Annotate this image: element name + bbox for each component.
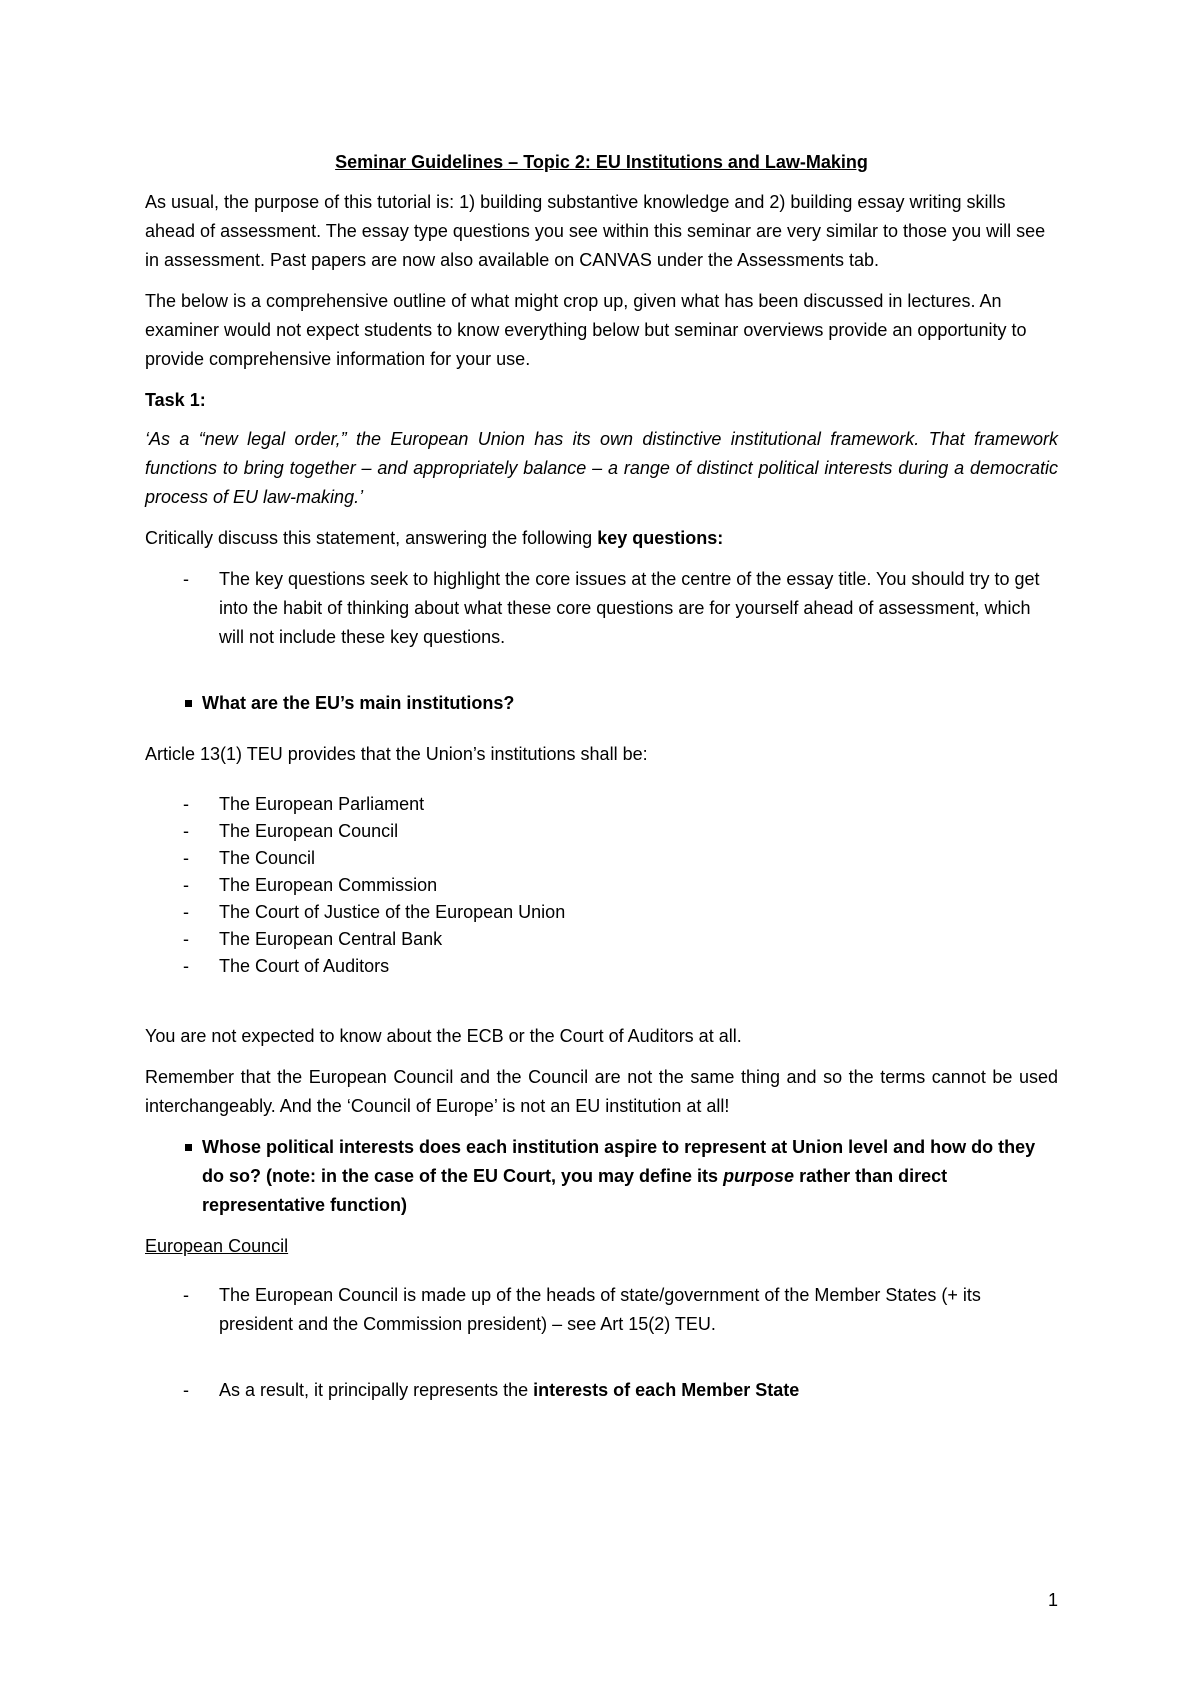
section-heading-european-council: European Council (145, 1236, 289, 1256)
list-item (145, 953, 1058, 980)
instruction-text (145, 524, 1058, 553)
question-italic: purpose (723, 1166, 795, 1186)
list-item (145, 565, 1058, 652)
question-part-1: Whose political interests does each institution aspire to represent at Union level and how do they do so? (note: in the case of the EU Court, you may define its (202, 1137, 1036, 1186)
instruction-bold: key questions: (597, 528, 724, 548)
square-bullet-icon (185, 700, 192, 707)
list-item (145, 791, 1058, 818)
key-questions-note: The key questions seek to highlight the core issues at the centre of the essay title. You should try to get into the habit of thinking about what these core questions are for yourself ahead of assessment, which will not include these key questions. (219, 569, 1040, 647)
list-item (145, 926, 1058, 953)
square-bullet-icon (185, 1144, 192, 1151)
question-political-interests (145, 1133, 1058, 1220)
question-main-institutions (145, 689, 1058, 718)
ec-point-bold: interests of each Member State (533, 1380, 800, 1400)
european-council-list-1 (145, 1281, 1058, 1339)
council-note: Remember that the European Council and the Council are not the same thing and so the terms cannot be used interchangeably. And the ‘Council of Europe’ is not an EU institution at all! (145, 1067, 1058, 1116)
dash-marker: - (183, 956, 189, 976)
institution-name: The Council (219, 848, 316, 868)
european-council-composition: The European Council is made up of the heads of state/government of the Member States (+ its president and the Commission president) – see Art 15(2) TEU. (219, 1285, 981, 1334)
dash-marker: - (183, 848, 189, 868)
european-council-list-2 (145, 1376, 1058, 1405)
dash-marker: - (183, 794, 189, 814)
institution-name: The European Commission (219, 875, 438, 895)
list-item (145, 1281, 1058, 1339)
document-body (145, 148, 1058, 1405)
outline-paragraph: The below is a comprehensive outline of what might crop up, given what has been discussed in lectures. An examiner would not expect students to know everything below but seminar overviews provide an opportunity to provide comprehensive information for your use. (145, 291, 1027, 369)
institution-name: The European Central Bank (219, 929, 443, 949)
instruction-prefix: Critically discuss this statement, answering the following (145, 528, 598, 548)
list-item (145, 818, 1058, 845)
dash-marker: - (183, 929, 189, 949)
institution-name: The Court of Auditors (219, 956, 390, 976)
list-item (145, 872, 1058, 899)
question-main-institutions-text: What are the EU’s main institutions? (202, 693, 515, 713)
key-questions-note-list (145, 565, 1058, 652)
institutions-list (145, 791, 1058, 980)
dash-marker: - (183, 875, 189, 895)
intro-paragraph: As usual, the purpose of this tutorial is: 1) building substantive knowledge and 2) building essay writing skills ahead of assessment. The essay type questions you see within this seminar are very similar to those you will see in assessment. Past papers are now also available on CANVAS under the Assessments tab. (145, 192, 1046, 270)
institution-name: The European Parliament (219, 794, 425, 814)
task-label: Task 1: (145, 390, 206, 410)
document-title: Seminar Guidelines – Topic 2: EU Institutions and Law-Making (335, 152, 868, 172)
list-item (145, 845, 1058, 872)
institution-name: The Court of Justice of the European Union (219, 902, 566, 922)
dash-marker: - (183, 821, 189, 841)
task-quote: ‘As a “new legal order,” the European Union has its own distinctive institutional framework. That framework functions to bring together – and appropriately balance – a range of distinct political interests during a democratic process of EU law-making.’ (145, 429, 1058, 507)
page-number: 1 (1048, 1590, 1059, 1610)
list-item (145, 1376, 1058, 1405)
question-part-2: rather than direct representative function) (202, 1166, 948, 1215)
dash-marker: - (183, 902, 189, 922)
institution-name: The European Council (219, 821, 399, 841)
dash-marker: - (183, 569, 189, 589)
list-item (145, 899, 1058, 926)
dash-marker: - (183, 1380, 189, 1400)
ecb-note: You are not expected to know about the ECB or the Court of Auditors at all. (145, 1026, 742, 1046)
dash-marker: - (183, 1285, 189, 1305)
ec-point-prefix: As a result, it principally represents the (219, 1380, 534, 1400)
article-intro: Article 13(1) TEU provides that the Union’s institutions shall be: (145, 744, 648, 764)
